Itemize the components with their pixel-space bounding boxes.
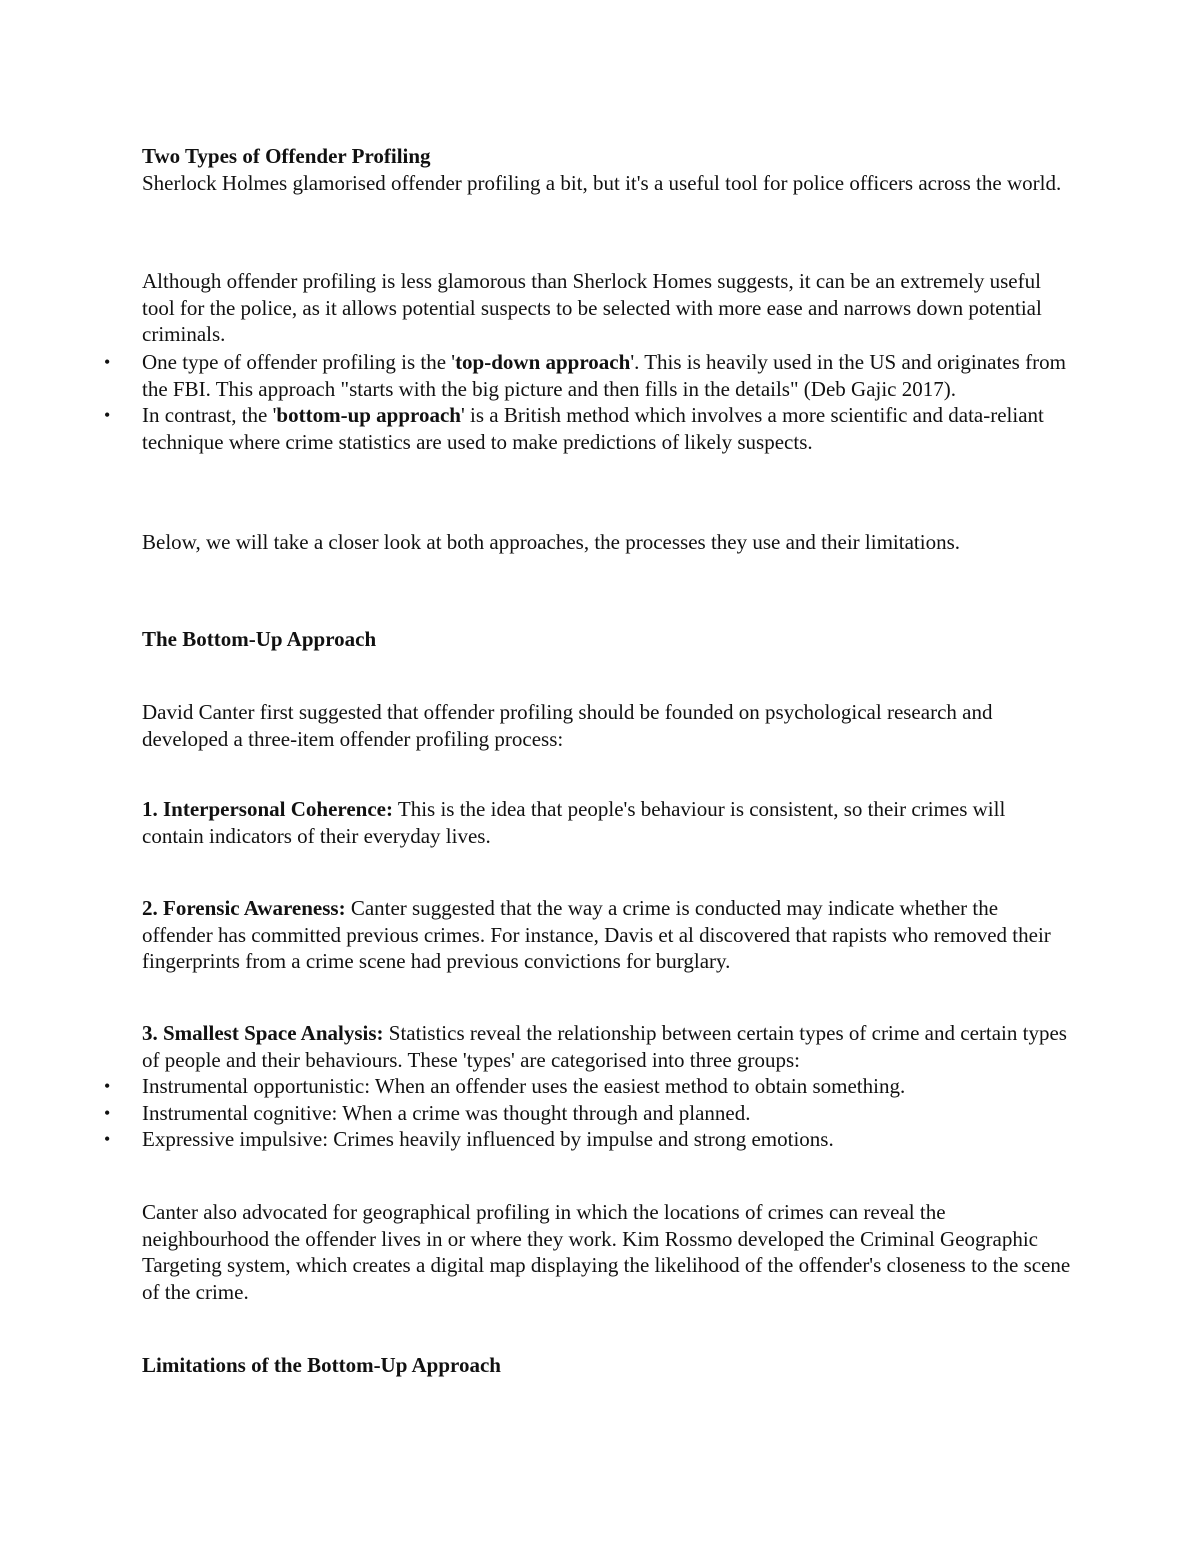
group-text: Instrumental opportunistic: When an offender uses the easiest method to obtain something. — [142, 1074, 906, 1098]
process-item-2 — [142, 895, 1072, 975]
process-item-text: Statistics reveal the relationship between certain types of crime and certain types of people and their behaviours. These 'types' are categorised into three groups: — [142, 1021, 1067, 1072]
bullet-text-after: '. This is heavily used in the US and originates from the FBI. This approach "starts with the big picture and then fills in the details" (Deb Gajic 2017). — [142, 350, 1066, 401]
geographical-profiling-paragraph: Canter also advocated for geographical profiling in which the locations of crimes can reveal the neighbourhood the offender lives in or where they work. Kim Rossmo developed the Criminal Geographic Targeting system, which creates a digital map displaying the likelihood of the offender's closeness to the scene of the crime. — [142, 1200, 1071, 1304]
section-heading-bottom-up: The Bottom-Up Approach — [142, 627, 377, 651]
bullet-text-before: One type of offender profiling is the ' — [142, 350, 456, 374]
bullet-icon: • — [104, 1076, 111, 1096]
list-item — [104, 1073, 1072, 1100]
intro-paragraph: Although offender profiling is less glamorous than Sherlock Homes suggests, it can be an extremely useful tool for the police, as it allows potential suspects to be selected with more ease and narrows down potential criminals. — [142, 269, 1042, 346]
process-item-1 — [142, 796, 1072, 849]
groups-list — [104, 1073, 1072, 1153]
list-item — [104, 402, 1072, 455]
bullet-icon: • — [104, 1102, 111, 1123]
process-item-label: 3. Smallest Space Analysis: — [142, 1021, 384, 1045]
overview-paragraph: Below, we will take a closer look at both approaches, the processes they use and their limitations. — [142, 530, 960, 554]
list-item — [104, 1126, 1072, 1153]
process-item-text: This is the idea that people's behaviour is consistent, so their crimes will contain indicators of their everyday lives. — [142, 797, 1006, 848]
list-item — [104, 1100, 1072, 1127]
bullet-text-before: In contrast, the ' — [142, 403, 277, 427]
group-text: Instrumental cognitive: When a crime was thought through and planned. — [142, 1100, 751, 1125]
subtitle-paragraph: Sherlock Holmes glamorised offender profiling a bit, but it's a useful tool for police officers across the world. — [142, 171, 1062, 195]
bold-term: bottom-up approach — [276, 403, 461, 427]
approaches-list — [104, 349, 1072, 455]
list-item — [104, 349, 1072, 402]
process-item-label: 1. Interpersonal Coherence: — [142, 797, 393, 821]
process-item-3 — [142, 1020, 1072, 1073]
canter-intro-paragraph: David Canter first suggested that offender profiling should be founded on psychological research and developed a three-item offender profiling process: — [142, 700, 993, 751]
process-item-text: Canter suggested that the way a crime is conducted may indicate whether the offender has committed previous crimes. For instance, Davis et al discovered that rapists who removed their fingerprints from a crime scene had previous convictions for burglary. — [142, 896, 1051, 973]
main-heading: Two Types of Offender Profiling — [142, 144, 431, 168]
bold-term: top-down approach — [455, 350, 631, 374]
bullet-text-after: ' is a British method which involves a more scientific and data-reliant technique where crime statistics are used to make predictions of likely suspects. — [142, 403, 1044, 454]
bullet-icon: • — [104, 1129, 111, 1149]
section-heading-limitations: Limitations of the Bottom-Up Approach — [142, 1353, 501, 1377]
bullet-icon: • — [104, 405, 111, 425]
process-item-label: 2. Forensic Awareness: — [142, 896, 346, 920]
bullet-icon: • — [104, 352, 111, 372]
group-text: Expressive impulsive: Crimes heavily influenced by impulse and strong emotions. — [142, 1127, 834, 1151]
